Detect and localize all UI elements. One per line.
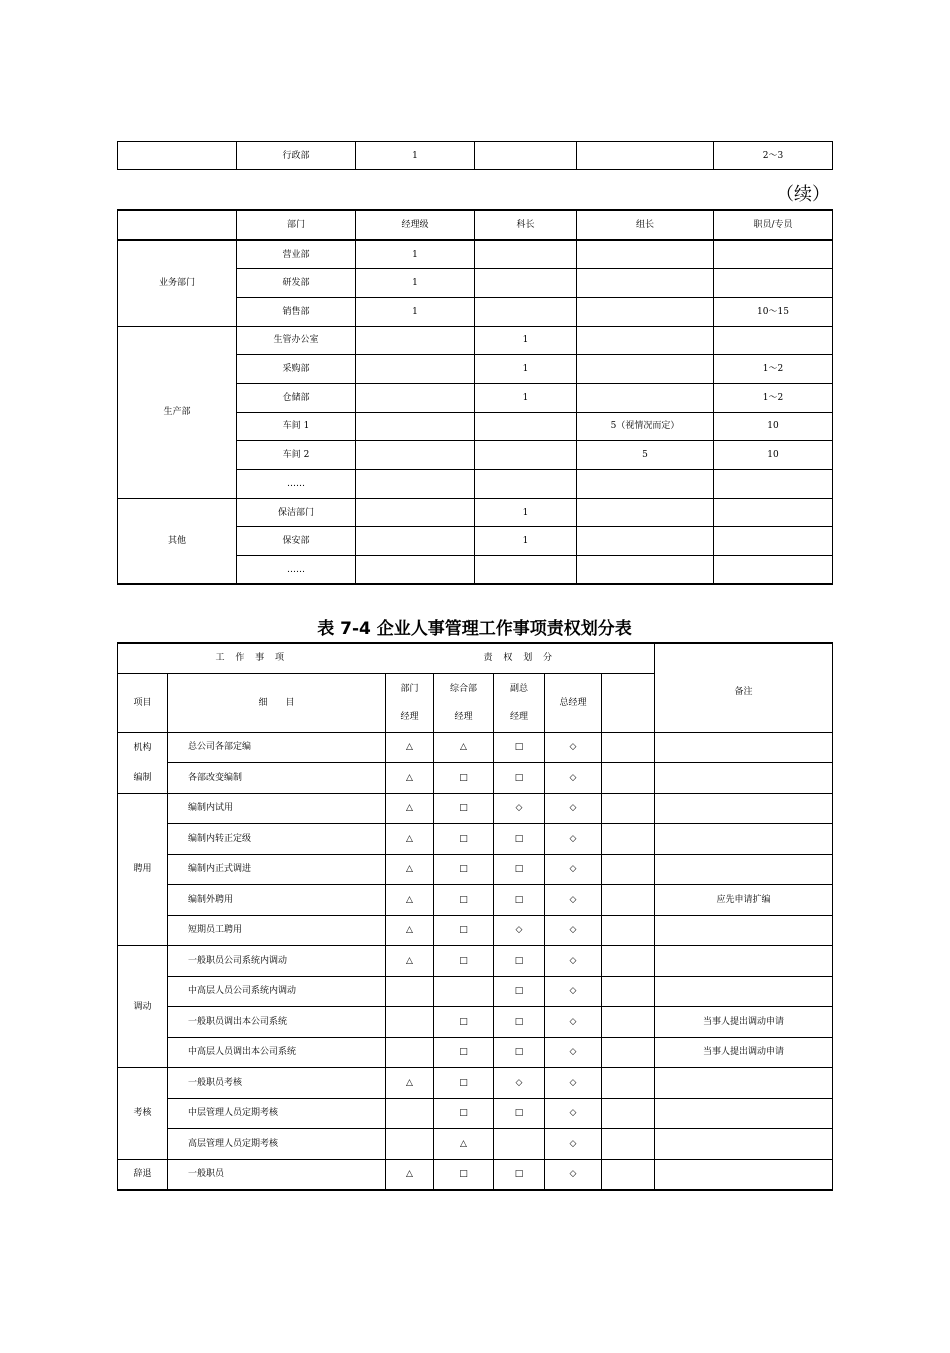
authority-cell [602,1098,655,1129]
authority-cell: ◇ [545,1098,602,1129]
table-cell: 1 [356,269,475,298]
column-header-line: 经理 [400,711,419,722]
authority-cell: △ [386,1159,434,1190]
table-row [118,1159,833,1190]
table-cell [714,326,833,355]
table-cell: 10 [714,412,833,441]
detail-cell: 高层管理人员定期考核 [168,1129,386,1160]
table-cell [356,470,475,499]
table-cell: 1 [356,142,475,170]
authority-cell: □ [494,1098,545,1129]
group-label-line: 辞退 [133,1169,152,1179]
table-cell: 1 [475,326,577,355]
detail-cell: 总公司各部定编 [168,732,386,763]
authority-cell: ◇ [545,1068,602,1099]
table-cell: 1～2 [714,383,833,412]
remarks-cell: 应先申请扩编 [655,885,833,916]
detail-cell: 中高层人员公司系统内调动 [168,976,386,1007]
detail-cell: 短期员工聘用 [168,915,386,946]
table-cell: 1 [356,240,475,269]
authority-cell: □ [434,885,494,916]
table-row [118,976,833,1007]
group-label [118,946,168,1068]
detail-cell: 编制外聘用 [168,885,386,916]
column-header: 组长 [577,210,714,240]
table-cell: 1 [356,297,475,326]
table-cell [577,297,714,326]
table-cell [475,142,577,170]
table-cell: 10 [714,441,833,470]
column-header-line: 综合部 [449,683,477,694]
table-cell: 5 [577,441,714,470]
table-cell: 研发部 [237,269,356,298]
table-cell: 车间 2 [237,441,356,470]
table-cell [356,383,475,412]
authority-cell [602,1129,655,1160]
table-row [118,732,833,763]
authority-cell: △ [434,732,494,763]
table-cell [714,556,833,585]
authority-cell [602,824,655,855]
remarks-cell [655,1098,833,1129]
remarks-cell: 当事人提出调动申请 [655,1037,833,1068]
detail-cell: 一般职员公司系统内调动 [168,946,386,977]
authority-cell: ◇ [494,1068,545,1099]
table-row [118,824,833,855]
column-header-line: 副总 [509,683,528,694]
authority-cell: ◇ [545,824,602,855]
authority-table [117,642,833,1191]
authority-cell: ◇ [545,793,602,824]
group-label: 其他 [118,498,237,584]
table-cell [118,142,237,170]
group-label-line: 调动 [133,1001,152,1012]
remarks-cell [655,732,833,763]
header-row [118,643,833,673]
remarks-cell: 当事人提出调动申请 [655,1007,833,1038]
table-row [118,915,833,946]
table-cell: 1～2 [714,355,833,384]
detail-cell: 中高层人员调出本公司系统 [168,1037,386,1068]
authority-cell: △ [386,1068,434,1099]
authority-cell: □ [434,854,494,885]
authority-cell: ◇ [545,946,602,977]
authority-cell [602,1068,655,1099]
authority-cell [434,976,494,1007]
detail-cell: 各部改变编制 [168,763,386,794]
table-cell [475,297,577,326]
table-cell [577,240,714,269]
table-row [118,1068,833,1099]
table-cell [577,326,714,355]
authority-cell: □ [494,763,545,794]
authority-cell: □ [434,915,494,946]
authority-cell: ◇ [545,915,602,946]
table-row [118,498,833,527]
table-row [118,946,833,977]
authority-cell: □ [494,1159,545,1190]
table-cell [714,498,833,527]
table-row [118,763,833,794]
authority-cell: □ [494,946,545,977]
authority-cell: □ [494,854,545,885]
remarks-cell [655,793,833,824]
remarks-cell [655,763,833,794]
group-label-line: 编制 [133,772,152,783]
authority-cell [386,1129,434,1160]
authority-cell: □ [494,976,545,1007]
authority-cell: ◇ [545,1159,602,1190]
table-cell [475,441,577,470]
remarks-cell [655,824,833,855]
table-row [118,326,833,355]
table-cell [577,527,714,556]
table-cell [356,498,475,527]
group-label [118,793,168,946]
table-cell: 保洁部门 [237,498,356,527]
remarks-cell [655,1129,833,1160]
group-label-line: 考核 [133,1108,152,1119]
authority-cell: △ [386,854,434,885]
column-header [494,673,545,732]
authority-cell [602,915,655,946]
table-cell [475,269,577,298]
authority-cell [602,793,655,824]
table-cell [577,142,714,170]
group-label-line: 聘用 [133,864,152,875]
table-cell [356,326,475,355]
authority-cell: ◇ [545,763,602,794]
authority-cell: △ [386,763,434,794]
detail-cell: 一般职员调出本公司系统 [168,1007,386,1038]
column-header-line: 经理 [509,711,528,722]
table-cell: 采购部 [237,355,356,384]
column-header: 工 作 事 项 [118,643,386,673]
authority-cell [386,1098,434,1129]
table-cell: 行政部 [237,142,356,170]
column-header: 项目 [118,673,168,732]
column-header: 细 目 [168,673,386,732]
table-cell [356,527,475,556]
authority-cell: □ [434,824,494,855]
table-cell: …… [237,470,356,499]
authority-cell: □ [494,885,545,916]
group-label: 业务部门 [118,240,237,326]
authority-cell: □ [494,1037,545,1068]
previous-table-tail [117,141,833,170]
table-cell: 保安部 [237,527,356,556]
table-cell [577,355,714,384]
authority-cell: ◇ [545,885,602,916]
table-cell: 2～3 [714,142,833,170]
table-cell [714,527,833,556]
authority-cell: ◇ [545,1129,602,1160]
authority-cell: ◇ [494,793,545,824]
column-header [386,673,434,732]
authority-cell: □ [434,1007,494,1038]
authority-cell [386,976,434,1007]
column-header: 部门 [237,210,356,240]
table-cell [714,269,833,298]
staffing-table [117,209,833,585]
authority-cell: ◇ [545,1037,602,1068]
table-cell [356,441,475,470]
table-cell: 生管办公室 [237,326,356,355]
detail-cell: 中层管理人员定期考核 [168,1098,386,1129]
authority-cell [386,1007,434,1038]
authority-cell: △ [386,885,434,916]
table-cell [714,470,833,499]
column-header [434,673,494,732]
authority-cell [386,1037,434,1068]
table-cell [577,498,714,527]
column-header: 总经理 [545,673,602,732]
authority-cell: △ [434,1129,494,1160]
column-header-line: 经理 [454,711,473,722]
authority-cell: ◇ [545,976,602,1007]
column-header [118,210,237,240]
authority-cell [602,946,655,977]
authority-cell [602,976,655,1007]
authority-cell: □ [434,763,494,794]
authority-cell: △ [386,824,434,855]
column-header: 科长 [475,210,577,240]
detail-cell: 一般职员考核 [168,1068,386,1099]
remarks-cell [655,976,833,1007]
table-row [118,1098,833,1129]
table-cell: …… [237,556,356,585]
detail-cell: 编制内试用 [168,793,386,824]
continued-label: （续） [776,184,830,205]
table-row [118,1037,833,1068]
authority-cell [602,854,655,885]
table-cell: 1 [475,527,577,556]
detail-cell: 一般职员 [168,1159,386,1190]
authority-cell [602,1037,655,1068]
detail-cell: 编制内转正定级 [168,824,386,855]
table-row [118,240,833,269]
table-cell [356,412,475,441]
table-cell [475,470,577,499]
table-row [118,885,833,916]
group-label [118,732,168,793]
authority-cell: □ [434,1068,494,1099]
authority-cell: □ [434,1037,494,1068]
authority-cell: □ [434,1159,494,1190]
authority-cell: △ [386,946,434,977]
table-row [118,1129,833,1160]
authority-cell [602,732,655,763]
authority-cell: □ [434,1098,494,1129]
table-cell [475,556,577,585]
table-cell: 1 [475,355,577,384]
authority-cell: □ [434,946,494,977]
authority-cell [602,1159,655,1190]
table-cell [577,269,714,298]
remarks-cell [655,1159,833,1190]
authority-cell: ◇ [494,915,545,946]
table-cell: 销售部 [237,297,356,326]
column-header: 职员/专员 [714,210,833,240]
authority-cell: □ [494,732,545,763]
detail-cell: 编制内正式调进 [168,854,386,885]
table-row [118,142,833,170]
remarks-cell [655,854,833,885]
authority-cell [602,763,655,794]
table-row [118,854,833,885]
column-header [602,673,655,732]
table-cell [577,556,714,585]
authority-cell: △ [386,793,434,824]
table-cell [475,412,577,441]
group-label [118,1159,168,1190]
authority-cell: ◇ [545,732,602,763]
authority-cell [602,1007,655,1038]
authority-cell [494,1129,545,1160]
authority-cell: ◇ [545,854,602,885]
table-cell [356,556,475,585]
remarks-cell [655,946,833,977]
column-header: 备注 [655,643,833,732]
table-cell: 车间 1 [237,412,356,441]
column-header-line: 部门 [400,683,419,694]
table-cell: 5（视情况而定） [577,412,714,441]
authority-cell [602,885,655,916]
remarks-cell [655,915,833,946]
authority-cell: △ [386,915,434,946]
table-cell: 仓储部 [237,383,356,412]
authority-cell: □ [494,1007,545,1038]
table-cell [356,355,475,384]
table-row [118,793,833,824]
table-title: 表 7-4 企业人事管理工作事项责权划分表 [317,619,632,639]
authority-cell: □ [494,824,545,855]
table-cell [475,240,577,269]
table-cell [714,240,833,269]
authority-cell: △ [386,732,434,763]
table-cell: 营业部 [237,240,356,269]
table-cell: 10～15 [714,297,833,326]
group-label-line: 机构 [133,742,152,753]
table-cell: 1 [475,498,577,527]
authority-cell: □ [434,793,494,824]
header-row [118,210,833,240]
table-cell [577,470,714,499]
table-cell [577,383,714,412]
table-cell: 1 [475,383,577,412]
authority-cell: ◇ [545,1007,602,1038]
table-row [118,1007,833,1038]
group-label [118,1068,168,1160]
column-header: 责 权 划 分 [386,643,655,673]
remarks-cell [655,1068,833,1099]
column-header: 经理级 [356,210,475,240]
group-label: 生产部 [118,326,237,498]
